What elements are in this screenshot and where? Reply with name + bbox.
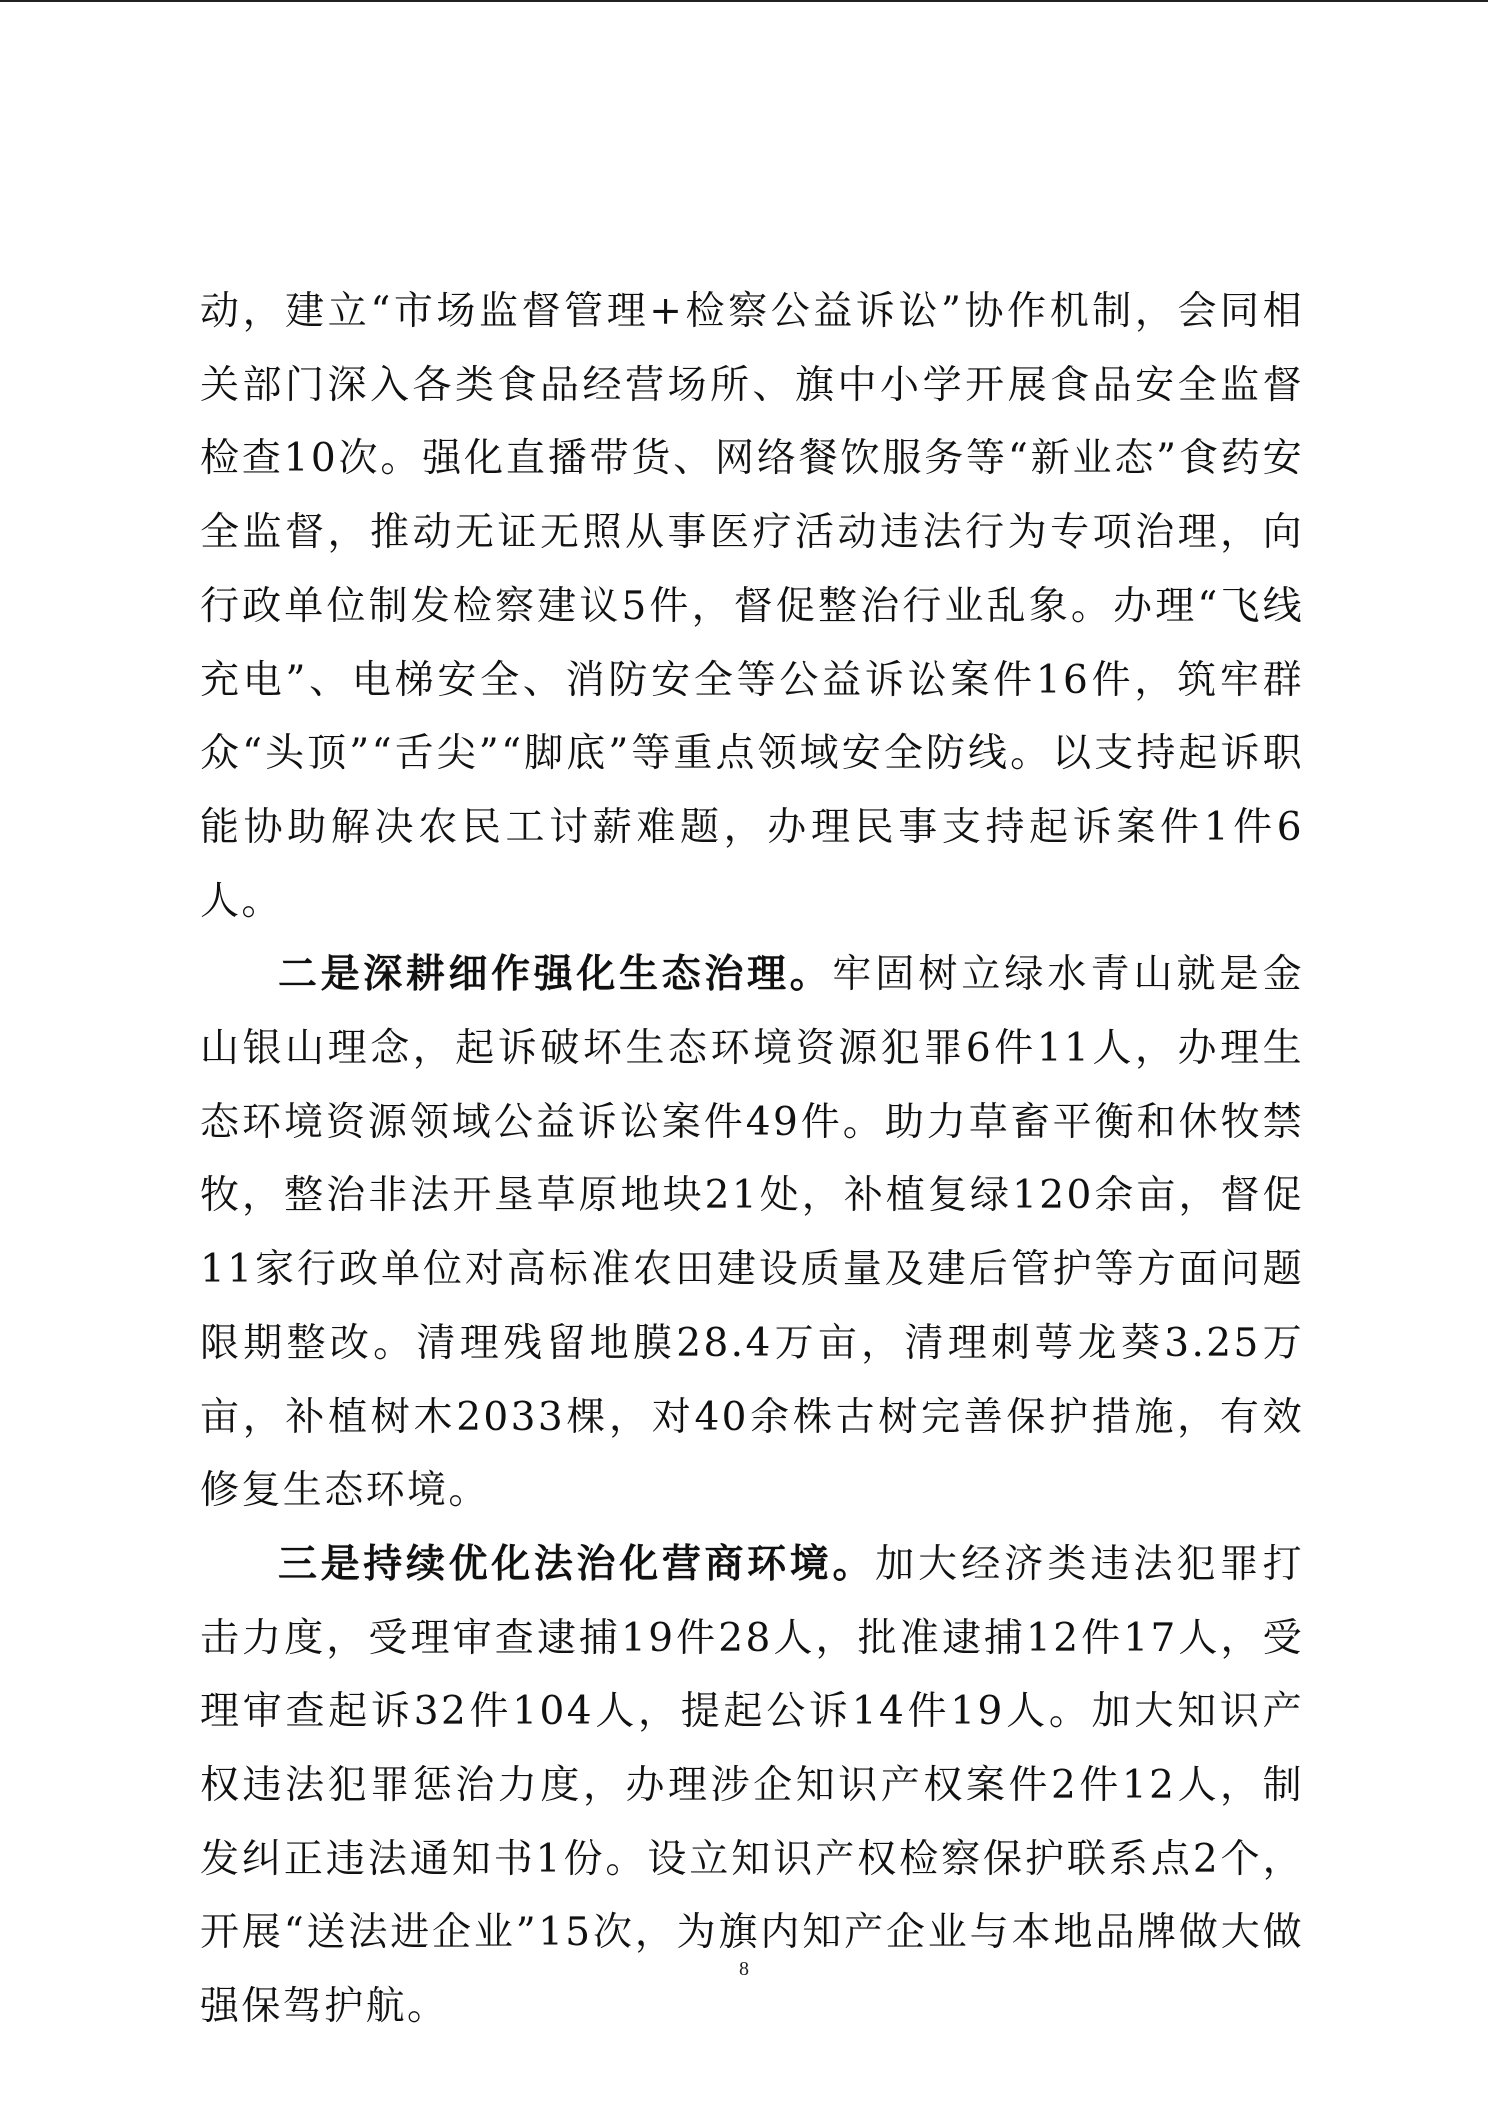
paragraph-text: 牢固树立绿水青山就是金山银山理念，起诉破坏生态环境资源犯罪6件11人，办理生态环境资源领域公益诉讼案件49件。助力草畜平衡和休牧禁牧，整治非法开垦草原地块21处，补植复绿120余亩，督促11家行政单位对高标准农田建设质量及建后管护等方面问题限期整改。清理残留地膜28.4万亩，清理刺萼龙葵3.25万亩，补植树木2033棵，对40余株古树完善保护措施，有效修复生态环境。 [200,952,1304,1514]
paragraph-food-drug-safety [200,275,1304,938]
paragraph-lead-heading: 三是持续优化法治化营商环境。 [278,1541,876,1587]
page-number: 8 [739,1958,749,1980]
paragraph-lead-heading: 二是深耕细作强化生态治理。 [278,952,833,998]
paragraph-text: 加大经济类违法犯罪打击力度，受理审查逮捕19件28人，批准逮捕12件17人，受理审查起诉32件104人，提起公诉14件19人。加大知识产权违法犯罪惩治力度，办理涉企知识产权案件2件12人，制发纠正违法通知书1份。设立知识产权检察保护联系点2个，开展“送法进企业”15次，为旗内知产企业与本地品牌做大做强保驾护航。 [200,1541,1304,2030]
document-body [200,275,1304,2044]
top-border-line [0,0,1488,2]
paragraph-text: 动，建立“市场监督管理+检察公益诉讼”协作机制，会同相关部门深入各类食品经营场所、旗中小学开展食品安全监督检查10次。强化直播带货、网络餐饮服务等“新业态”食药安全监督，推动无证无照从事医疗活动违法行为专项治理，向行政单位制发检察建议5件，督促整治行业乱象。办理“飞线充电”、电梯安全、消防安全等公益诉讼案件16件，筑牢群众“头顶”“舌尖”“脚底”等重点领域安全防线。以支持起诉职能协助解决农民工讨薪难题，办理民事支持起诉案件1件6人。 [200,289,1304,924]
paragraph-ecological-governance [200,938,1304,1528]
